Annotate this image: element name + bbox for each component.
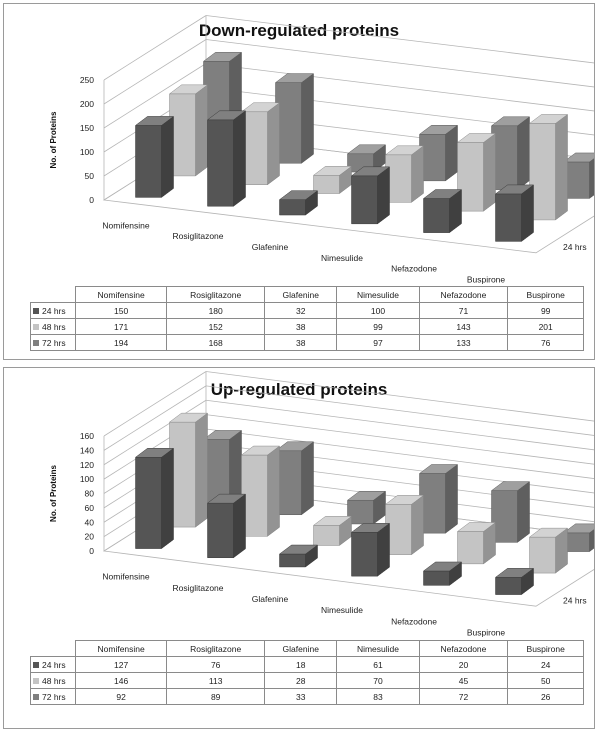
table-cell: 50 (508, 673, 584, 689)
table-cell: 26 (508, 689, 584, 705)
down-regulated-chart (4, 4, 594, 284)
table-corner (31, 641, 76, 657)
x-category-label: Glafenine (251, 242, 289, 252)
y-tick-label: 140 (79, 445, 94, 456)
bar (492, 482, 530, 543)
gridline (206, 40, 594, 93)
bar (386, 495, 424, 554)
table-row (31, 335, 584, 351)
bar-side (268, 446, 280, 536)
table-column-header: Glafenine (265, 287, 337, 303)
chart-title: Down-regulated proteins (198, 21, 400, 40)
table-cell: 127 (76, 657, 167, 673)
table-cell: 61 (337, 657, 419, 673)
bar (170, 413, 208, 527)
bar-side (234, 494, 246, 558)
bar-side (302, 442, 314, 515)
table-row (31, 319, 584, 335)
table-cell: 113 (167, 673, 265, 689)
x-category-label: Nomifensine (102, 571, 150, 582)
legend-label: 72 hrs (42, 337, 66, 348)
table-cell: 152 (167, 319, 265, 335)
table-column-header: Nomifensine (76, 287, 167, 303)
bar-front (530, 537, 556, 573)
legend-label: 48 hrs (42, 675, 66, 686)
legend-swatch (33, 308, 39, 314)
table-cell: 201 (508, 319, 584, 335)
up-regulated-data-table (30, 640, 584, 705)
bar (424, 562, 462, 585)
bar-front (424, 199, 450, 233)
legend-label: 24 hrs (42, 305, 66, 316)
table-cell: 24 (508, 657, 584, 673)
up-regulated-chart (4, 368, 594, 638)
x-category-label: Rosiglitazone (172, 231, 224, 242)
bar (208, 494, 246, 558)
bar (136, 448, 174, 548)
table-cell: 38 (265, 319, 337, 335)
table-cell: 76 (508, 335, 584, 351)
legend-entry (31, 657, 76, 673)
y-tick-label: 40 (84, 517, 94, 528)
x-category-label: Buspirone (466, 274, 506, 284)
bar-side (378, 167, 390, 224)
bar (386, 146, 424, 203)
table-column-header: Nefazodone (419, 287, 508, 303)
table-cell: 168 (167, 335, 265, 351)
bar (492, 117, 530, 190)
y-axis-label: No. of Proteins (49, 111, 58, 169)
bar-side (518, 117, 530, 190)
y-tick-label: 250 (79, 75, 94, 85)
table-cell: 99 (508, 303, 584, 319)
bar-front (496, 577, 522, 594)
table-cell: 72 (419, 689, 508, 705)
y-tick-label: 100 (79, 147, 94, 157)
y-tick-label: 150 (79, 123, 94, 133)
table-cell: 33 (265, 689, 337, 705)
bar-side (518, 482, 530, 543)
bar-front (458, 532, 484, 564)
bar (280, 191, 318, 215)
legend-swatch (33, 340, 39, 346)
bar-front (314, 525, 340, 545)
table-cell: 143 (419, 319, 508, 335)
side-gridline (104, 16, 206, 81)
table-cell: 76 (167, 657, 265, 673)
x-category-label: Buspirone (466, 627, 506, 638)
table-cell: 20 (419, 657, 508, 673)
bar (276, 442, 314, 515)
bar (352, 523, 390, 576)
bar (348, 491, 386, 524)
table-cell: 45 (419, 673, 508, 689)
bar-front (208, 503, 234, 558)
bar-front (352, 176, 378, 224)
bar-side (522, 185, 534, 242)
bar-front (424, 571, 450, 585)
legend-label: 48 hrs (42, 321, 66, 332)
table-cell: 150 (76, 303, 167, 319)
bar-side (268, 103, 280, 185)
bar (276, 74, 314, 164)
y-tick-label: 0 (89, 546, 94, 556)
table-cell: 99 (337, 319, 419, 335)
bar-side (412, 146, 424, 203)
x-category-label: Nefazodone (391, 263, 437, 274)
y-tick-label: 200 (79, 99, 94, 109)
bar (136, 116, 174, 197)
bar (424, 190, 462, 233)
x-category-label: Rosiglitazone (172, 582, 224, 593)
table-header-row (31, 641, 584, 657)
x-category-label: Nimesulide (320, 605, 364, 616)
x-category-label: Nimesulide (320, 252, 364, 263)
legend-entry (31, 673, 76, 689)
legend-label: 72 hrs (42, 691, 66, 702)
table-cell: 92 (76, 689, 167, 705)
legend-swatch (33, 694, 39, 700)
table-cell: 32 (265, 303, 337, 319)
bar (530, 114, 568, 219)
y-tick-label: 60 (84, 502, 94, 513)
bar-side (446, 125, 458, 181)
bar (280, 545, 318, 567)
x-category-label: Nefazodone (391, 616, 437, 627)
bar-side (234, 111, 246, 206)
table-cell: 133 (419, 335, 508, 351)
legend-swatch (33, 662, 39, 668)
down-regulated-panel (3, 3, 595, 360)
table-column-header: Buspirone (508, 287, 584, 303)
bar (458, 133, 496, 211)
legend-swatch (33, 324, 39, 330)
y-tick-label: 100 (79, 474, 94, 485)
x-category-label: Nomifensine (102, 220, 150, 231)
table-cell: 18 (265, 657, 337, 673)
bar-top (564, 153, 595, 162)
down-regulated-data-table (30, 286, 584, 351)
table-cell: 70 (337, 673, 419, 689)
bar (314, 166, 352, 193)
bar-side (196, 413, 208, 527)
bar (208, 111, 246, 206)
bar (352, 167, 390, 224)
legend-entry (31, 689, 76, 705)
y-tick-label: 50 (84, 171, 94, 181)
bar (170, 85, 208, 176)
table-header-row (31, 287, 584, 303)
table-cell: 180 (167, 303, 265, 319)
table-cell: 194 (76, 335, 167, 351)
table-cell: 83 (337, 689, 419, 705)
bar-top (564, 524, 595, 533)
bar-front (496, 194, 522, 242)
bar-front (280, 200, 306, 215)
bar (242, 446, 280, 536)
table-cell: 146 (76, 673, 167, 689)
table-cell: 89 (167, 689, 265, 705)
table-row (31, 673, 584, 689)
legend-entry (31, 303, 76, 319)
bar (496, 185, 534, 242)
bar (564, 524, 595, 552)
bar (530, 528, 568, 573)
bar (496, 568, 534, 594)
bar (242, 103, 280, 185)
bar (314, 516, 352, 545)
up-regulated-panel (3, 367, 595, 729)
y-axis-label: No. of Proteins (49, 465, 58, 522)
legend-swatch (33, 678, 39, 684)
legend-label: 24 hrs (42, 659, 66, 670)
table-cell: 100 (337, 303, 419, 319)
bar-side (162, 448, 174, 548)
table-row (31, 689, 584, 705)
bar-front (280, 554, 306, 567)
bar (420, 125, 458, 181)
y-tick-label: 160 (79, 431, 94, 441)
table-row (31, 303, 584, 319)
table-column-header: Rosiglitazone (167, 287, 265, 303)
table-row (31, 657, 584, 673)
bar-front (136, 125, 162, 197)
bar-side (196, 85, 208, 176)
y-tick-label: 120 (79, 459, 94, 470)
bar-front (208, 120, 234, 206)
table-column-header: Nimesulide (337, 641, 419, 657)
bar-side (302, 74, 314, 164)
table-column-header: Nomifensine (76, 641, 167, 657)
table-column-header: Buspirone (508, 641, 584, 657)
legend-entry (31, 319, 76, 335)
depth-axis-label: 24 hrs (563, 595, 587, 606)
y-tick-label: 20 (84, 531, 94, 542)
bar-side (162, 116, 174, 197)
bar-side (556, 114, 568, 219)
table-column-header: Nefazodone (419, 641, 508, 657)
y-tick-label: 80 (84, 488, 94, 499)
table-cell: 97 (337, 335, 419, 351)
chart-title: Up-regulated proteins (210, 380, 388, 399)
legend-entry (31, 335, 76, 351)
bar (564, 153, 595, 198)
table-column-header: Nimesulide (337, 287, 419, 303)
table-column-header: Rosiglitazone (167, 641, 265, 657)
bar-front (352, 532, 378, 576)
y-tick-label: 0 (89, 195, 94, 205)
bar-side (446, 465, 458, 534)
table-cell: 71 (419, 303, 508, 319)
bar-side (412, 495, 424, 554)
bar-front (136, 457, 162, 548)
table-corner (31, 287, 76, 303)
depth-axis-label: 24 hrs (563, 242, 587, 253)
bar (458, 523, 496, 564)
table-column-header: Glafenine (265, 641, 337, 657)
table-cell: 171 (76, 319, 167, 335)
table-cell: 38 (265, 335, 337, 351)
bar (420, 465, 458, 534)
bar-side (484, 133, 496, 211)
table-cell: 28 (265, 673, 337, 689)
x-category-label: Glafenine (251, 594, 289, 604)
